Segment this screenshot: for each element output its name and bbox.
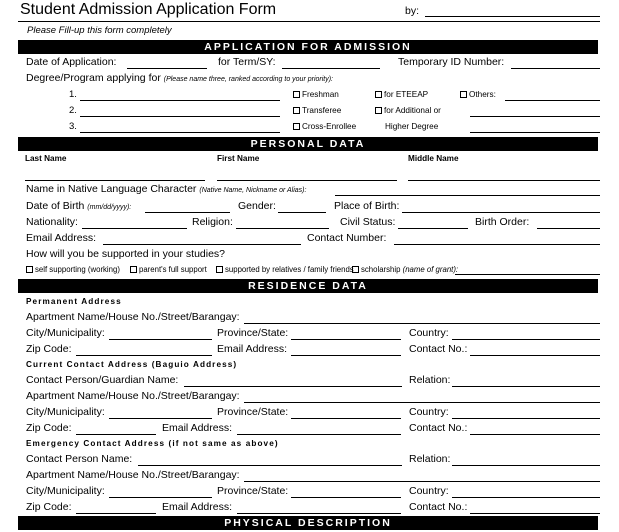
middle-name-label: Middle Name: [408, 154, 459, 163]
contact-person-label: Contact Person Name:: [26, 453, 133, 465]
civil-status-input[interactable]: [398, 228, 468, 229]
current-zip-label: Zip Code:: [26, 422, 72, 434]
contact-number-input[interactable]: [394, 244, 600, 245]
guardian-input[interactable]: [184, 386, 402, 387]
others-input-1[interactable]: [505, 100, 600, 101]
emergency-zip-input[interactable]: [76, 513, 156, 514]
degree-label: Degree/Program applying for (Please name three, ranked according to your priority):: [26, 72, 333, 84]
current-email-label: Email Address:: [162, 422, 233, 434]
birth-order-label: Birth Order:: [475, 216, 530, 228]
dob-input[interactable]: [145, 212, 230, 213]
section-application: APPLICATION FOR ADMISSION: [18, 40, 598, 54]
permanent-province-label: Province/State:: [217, 327, 289, 339]
emergency-city-input[interactable]: [109, 497, 212, 498]
choice-1-input[interactable]: [80, 100, 280, 101]
current-contact-label: Contact No.:: [409, 422, 468, 434]
current-apartment-input[interactable]: [244, 402, 600, 403]
emergency-relation-label: Relation:: [409, 453, 451, 465]
option-additional[interactable]: for Additional or: [375, 106, 441, 116]
additional-checkbox[interactable]: [375, 107, 382, 114]
native-name-input[interactable]: [335, 195, 600, 196]
dob-label: Date of Birth (mm/dd/yyyy):: [26, 200, 132, 212]
contact-person-input[interactable]: [138, 465, 402, 466]
current-city-input[interactable]: [109, 418, 212, 419]
contact-number-label: Contact Number:: [307, 232, 387, 244]
last-name-label: Last Name: [25, 154, 67, 163]
permanent-zip-label: Zip Code:: [26, 343, 72, 355]
current-province-input[interactable]: [291, 418, 401, 419]
permanent-contact-label: Contact No.:: [409, 343, 468, 355]
freshman-checkbox[interactable]: [293, 91, 300, 98]
permanent-apartment-input[interactable]: [244, 323, 600, 324]
permanent-zip-input[interactable]: [76, 355, 212, 356]
permanent-email-label: Email Address:: [217, 343, 288, 355]
current-relation-input[interactable]: [452, 386, 600, 387]
term-label: for Term/SY:: [218, 56, 276, 68]
option-freshman[interactable]: Freshman: [293, 90, 339, 100]
by-input-line[interactable]: [425, 16, 600, 17]
support-scholarship[interactable]: scholarship (name of grant):: [352, 265, 458, 274]
choice-3-input[interactable]: [80, 132, 280, 133]
civil-status-label: Civil Status:: [340, 216, 396, 228]
current-province-label: Province/State:: [217, 406, 289, 418]
permanent-country-input[interactable]: [452, 339, 600, 340]
support-question: How will you be supported in your studies?: [26, 248, 226, 260]
current-country-input[interactable]: [452, 418, 600, 419]
support-parents-checkbox[interactable]: [130, 266, 137, 273]
scholarship-input[interactable]: [455, 274, 600, 275]
permanent-city-input[interactable]: [109, 339, 212, 340]
first-name-label: First Name: [217, 154, 260, 163]
religion-label: Religion:: [192, 216, 233, 228]
transferee-checkbox[interactable]: [293, 107, 300, 114]
support-parents[interactable]: parent's full support: [130, 265, 207, 274]
last-name-input[interactable]: [25, 180, 205, 181]
emergency-country-input[interactable]: [452, 497, 600, 498]
permanent-email-input[interactable]: [291, 355, 401, 356]
support-scholarship-checkbox[interactable]: [352, 266, 359, 273]
emergency-contact-label: Contact No.:: [409, 501, 468, 513]
option-cross-enrollee[interactable]: Cross-Enrollee: [293, 122, 356, 132]
current-city-label: City/Municipality:: [26, 406, 105, 418]
native-name-label: Name in Native Language Character (Native Name, Nickname or Alias):: [26, 183, 307, 195]
permanent-city-label: City/Municipality:: [26, 327, 105, 339]
others-checkbox[interactable]: [460, 91, 467, 98]
gender-label: Gender:: [238, 200, 276, 212]
current-address-title: Current Contact Address (Baguio Address): [26, 360, 238, 369]
by-label: by:: [405, 5, 420, 17]
permanent-country-label: Country:: [409, 327, 449, 339]
permanent-contact-input[interactable]: [470, 355, 600, 356]
eteeap-checkbox[interactable]: [375, 91, 382, 98]
scholarship-note: (name of grant):: [402, 265, 459, 274]
emergency-city-label: City/Municipality:: [26, 485, 105, 497]
option-others[interactable]: Others:: [460, 90, 496, 100]
pob-input[interactable]: [402, 212, 600, 213]
emergency-country-label: Country:: [409, 485, 449, 497]
gender-input[interactable]: [278, 212, 326, 213]
degree-note: (Please name three, ranked according to your priority):: [163, 76, 333, 83]
choice-2-number: 2.: [69, 105, 77, 116]
religion-input[interactable]: [236, 228, 329, 229]
native-name-note: (Native Name, Nickname or Alias):: [199, 187, 307, 194]
current-apartment-label: Apartment Name/House No./Street/Barangay:: [26, 390, 240, 402]
emergency-email-label: Email Address:: [162, 501, 233, 513]
guardian-label: Contact Person/Guardian Name:: [26, 374, 179, 386]
email-label: Email Address:: [26, 232, 97, 244]
emergency-address-title: Emergency Contact Address (if not same as above): [26, 439, 279, 448]
form-title: Student Admission Application Form: [20, 1, 277, 18]
emergency-apartment-input[interactable]: [244, 481, 600, 482]
support-self-checkbox[interactable]: [26, 266, 33, 273]
permanent-apartment-label: Apartment Name/House No./Street/Barangay:: [26, 311, 240, 323]
temp-id-input[interactable]: [511, 68, 600, 69]
permanent-address-title: Permanent Address: [26, 297, 122, 306]
temp-id-label: Temporary ID Number:: [398, 56, 505, 68]
current-contact-input[interactable]: [470, 434, 600, 435]
first-name-input[interactable]: [217, 180, 397, 181]
permanent-province-input[interactable]: [291, 339, 401, 340]
emergency-province-label: Province/State:: [217, 485, 289, 497]
current-country-label: Country:: [409, 406, 449, 418]
option-transferee[interactable]: Transferee: [293, 106, 341, 116]
others-input-3[interactable]: [470, 132, 600, 133]
section-residence: RESIDENCE DATA: [18, 279, 598, 293]
dob-note: (mm/dd/yyyy):: [87, 204, 132, 211]
instruction-text: Please Fill-up this form completely: [27, 25, 172, 36]
email-input[interactable]: [103, 244, 301, 245]
nationality-label: Nationality:: [26, 216, 78, 228]
section-personal: PERSONAL DATA: [18, 137, 598, 151]
section-physical: PHYSICAL DESCRIPTION: [18, 516, 598, 530]
support-relatives[interactable]: supported by relatives / family friends: [216, 265, 354, 274]
term-input[interactable]: [282, 68, 380, 69]
date-of-application-label: Date of Application:: [26, 56, 117, 68]
emergency-zip-label: Zip Code:: [26, 501, 72, 513]
header-divider: [18, 21, 600, 22]
emergency-email-input[interactable]: [237, 513, 401, 514]
emergency-province-input[interactable]: [291, 497, 401, 498]
date-of-application-input[interactable]: [127, 68, 207, 69]
choice-3-number: 3.: [69, 121, 77, 132]
choice-1-number: 1.: [69, 89, 77, 100]
emergency-apartment-label: Apartment Name/House No./Street/Barangay:: [26, 469, 240, 481]
option-higher-degree-label: Higher Degree: [385, 122, 439, 131]
current-relation-label: Relation:: [409, 374, 451, 386]
option-eteeap[interactable]: for ETEEAP: [375, 90, 428, 100]
middle-name-input[interactable]: [408, 180, 600, 181]
emergency-relation-input[interactable]: [452, 465, 600, 466]
emergency-contact-input[interactable]: [470, 513, 600, 514]
support-relatives-checkbox[interactable]: [216, 266, 223, 273]
birth-order-input[interactable]: [537, 228, 600, 229]
nationality-input[interactable]: [82, 228, 187, 229]
cross-enrollee-checkbox[interactable]: [293, 123, 300, 130]
others-input-2[interactable]: [470, 116, 600, 117]
choice-2-input[interactable]: [80, 116, 280, 117]
support-self[interactable]: self supporting (working): [26, 265, 120, 274]
current-email-input[interactable]: [237, 434, 401, 435]
current-zip-input[interactable]: [76, 434, 156, 435]
pob-label: Place of Birth:: [334, 200, 400, 212]
